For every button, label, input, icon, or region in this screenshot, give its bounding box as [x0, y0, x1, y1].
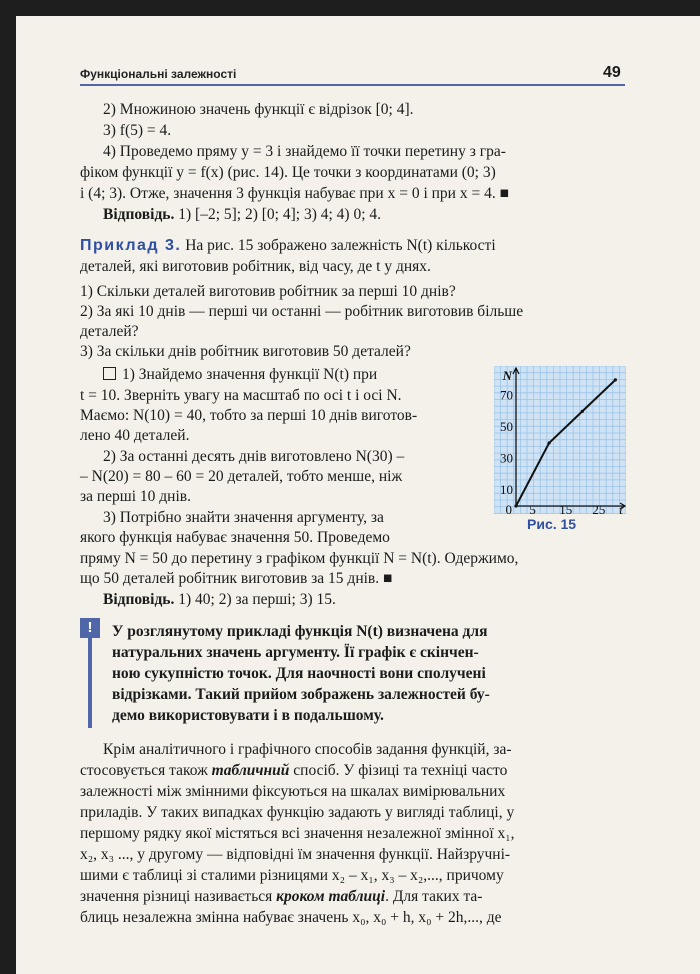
body-text: стосовується також: [80, 762, 212, 779]
note-line: У розглянутому прикладі функція N(t) визначена для: [112, 623, 488, 640]
question-2: 2) За які 10 днів — перші чи останні — робітник виготовив більше: [80, 303, 524, 320]
page-number: 49: [603, 64, 621, 81]
header-rule: [80, 84, 625, 86]
data-point: [614, 378, 617, 381]
body-line: першому рядку якої містяться всі значення незалежної змінної x₁,: [80, 825, 515, 842]
solution-line: 3) Потрібно знайти значення аргументу, за: [103, 509, 384, 526]
solution-line: за перші 10 днів.: [80, 488, 191, 505]
solution-line: 2) За останні десять днів виготовлено N(30) –: [103, 448, 405, 465]
data-point: [548, 441, 551, 444]
question-2-cont: деталей?: [80, 323, 139, 340]
text-line: деталей, які виготовив робітник, від часу, де t у днях.: [80, 258, 431, 275]
example-heading: [80, 236, 496, 256]
solution-line: лено 40 деталей.: [80, 427, 190, 444]
example-intro: На рис. 15 зображено залежність N(t) кількості: [181, 237, 496, 254]
solution-line: якого функція набуває значення 50. Проведемо: [80, 529, 390, 546]
body-line: [80, 887, 482, 907]
body-text: значення різниці називається: [80, 888, 277, 905]
text-line: 3) f(5) = 4.: [103, 122, 172, 139]
y-axis-label: N: [502, 368, 512, 383]
body-line: x₂, x₃ ..., у другому — відповідні їм значення функції. Найзручні-: [80, 846, 511, 863]
exclamation-icon: !: [80, 618, 100, 638]
answer-text: 1) 40; 2) за перші; 3) 15.: [174, 591, 336, 608]
note-line: відрізками. Такий прийом зображень залежностей бу-: [112, 686, 490, 703]
solution-line: [103, 365, 377, 385]
solution-line: t = 10. Зверніть увагу на масштаб по осі t і осі N.: [80, 387, 402, 404]
x-tick-label: 15: [559, 502, 573, 514]
solution-line: – N(20) = 80 – 60 = 20 деталей, тобто менше, ніж: [80, 468, 403, 485]
text-line: фіком функції y = f(x) (рис. 14). Це точки з координатами (0; 3): [80, 164, 496, 181]
solution-line: пряму N = 50 до перетину з графіком функції N = N(t). Одержимо,: [80, 550, 519, 567]
answer-label: Відповідь.: [103, 591, 175, 608]
y-tick-label: 10: [500, 482, 513, 498]
note-line: демо використовувати і в подальшому.: [112, 707, 384, 724]
note-line: натуральних значень аргументу. Її графік є скінчен-: [112, 644, 479, 661]
solution-text: 1) Знайдемо значення функції N(t) при: [122, 366, 378, 383]
x-tick-label: 25: [592, 502, 606, 514]
text-line: і (4; 3). Отже, значення 3 функція набуває при x = 0 і при x = 4. ■: [80, 185, 509, 202]
answer-text: 1) [–2; 5]; 2) [0; 4]; 3) 4; 4) 0; 4.: [174, 206, 382, 223]
y-tick-label: 30: [500, 450, 513, 466]
body-text: спосіб. У фізиці та техніці часто: [289, 762, 508, 779]
note-line: ною сукупністю точок. Для наочності вони сполучені: [112, 665, 486, 682]
y-tick-label: 70: [500, 387, 513, 403]
data-point: [581, 410, 584, 413]
x-axis-label: t: [619, 502, 623, 514]
body-text: . Для таких та-: [385, 888, 483, 905]
solution-start-icon: [103, 367, 116, 380]
term-table-step: кроком таблиці: [276, 888, 386, 905]
x-tick-label: 5: [529, 502, 536, 514]
y-tick-label: 50: [500, 419, 513, 435]
text-line: 2) Множиною значень функції є відрізок [0; 4].: [103, 101, 414, 118]
answer-line: [103, 205, 381, 225]
question-1: 1) Скільки деталей виготовив робітник за перші 10 днів?: [80, 283, 456, 300]
note-bar: [88, 624, 92, 728]
body-line: залежності між змінними фіксуються на шкалах вимірювальних: [80, 783, 506, 800]
data-point: [514, 504, 517, 507]
figure-caption: Рис. 15: [527, 516, 577, 532]
origin-label: 0: [505, 502, 512, 514]
running-header: Функціональні залежності: [80, 67, 237, 81]
solution-line: Маємо: N(10) = 40, тобто за перші 10 днів виготов-: [80, 407, 418, 424]
answer-line: [103, 590, 336, 610]
body-line: Крім аналітичного і графічного способів задання функцій, за-: [103, 741, 512, 758]
body-line: приладів. У таких випадках функцію задають у вигляді таблиці, у: [80, 804, 515, 821]
body-line: шими є таблиці зі сталими різницями x₂ – x₁, x₃ – x₂,..., причому: [80, 867, 504, 884]
example-label: Приклад 3.: [80, 237, 182, 254]
body-line: [80, 761, 507, 781]
figure-15-chart: [494, 366, 626, 514]
answer-label: Відповідь.: [103, 206, 175, 223]
text-line: 4) Проведемо пряму y = 3 і знайдемо її точки перетину з гра-: [103, 143, 506, 160]
highlight-note: [80, 618, 625, 730]
solution-line: що 50 деталей робітник виготовив за 15 днів. ■: [80, 570, 393, 587]
question-3: 3) За скільки днів робітник виготовив 50 деталей?: [80, 343, 411, 360]
body-line: блиць незалежна змінна набуває значень x₀, x₀ + h, x₀ + 2h,..., де: [80, 909, 502, 926]
term-tabular: табличний: [211, 762, 290, 779]
